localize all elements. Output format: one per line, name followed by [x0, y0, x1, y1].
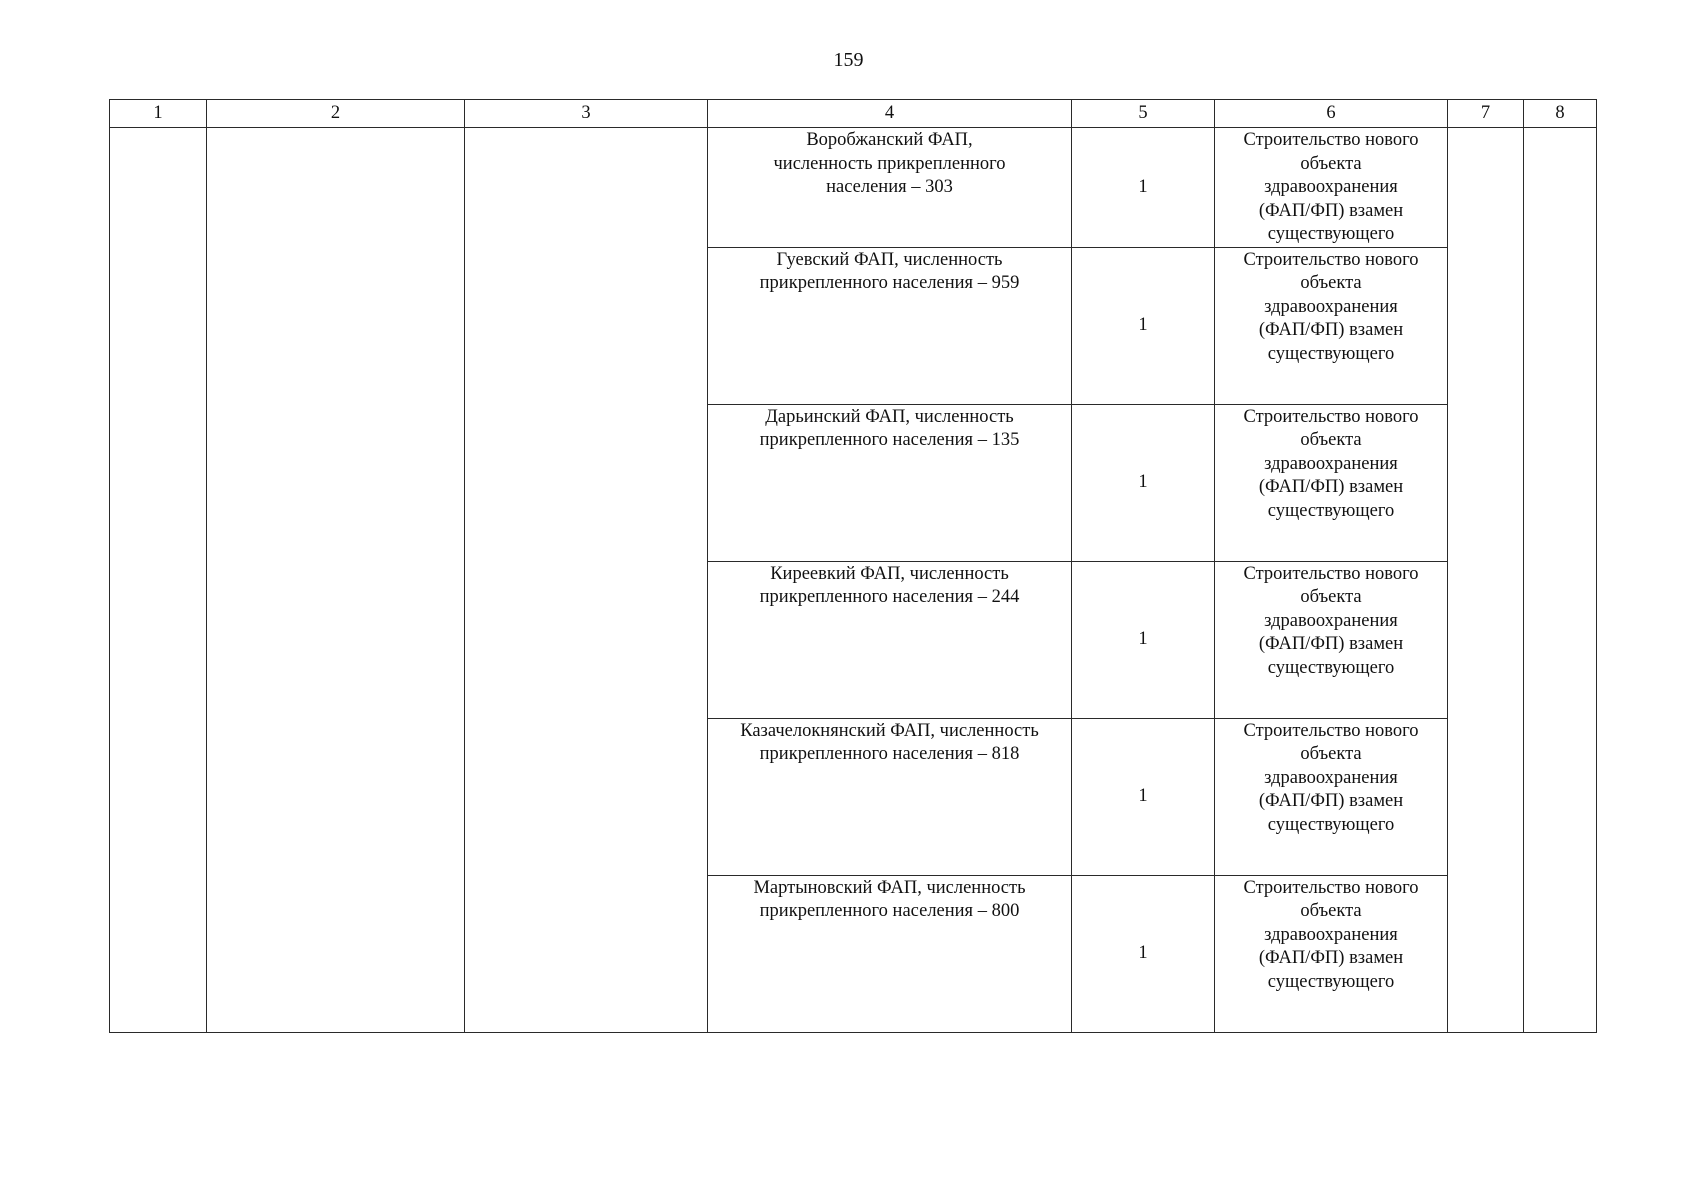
count-cell: [1072, 128, 1215, 248]
column-header: 6: [1215, 100, 1448, 128]
facility-name-cell: [708, 404, 1072, 561]
facility-count: 1: [1138, 785, 1148, 806]
column-number-row: [110, 100, 1597, 128]
action-description: Строительство нового объекта здравоохранения (ФАП/ФП) взамен существующего: [1243, 406, 1419, 521]
count-cell: [1072, 561, 1215, 718]
empty-cell-col2: [207, 128, 465, 1033]
facility-count: 1: [1138, 471, 1148, 492]
facility-name: Воробжанский ФАП, численность прикрепленного населения – 303: [773, 130, 1006, 197]
action-description: Строительство нового объекта здравоохранения (ФАП/ФП) взамен существующего: [1243, 720, 1419, 835]
action-cell: [1215, 718, 1448, 875]
facility-name: Казачелокнянский ФАП, численность прикрепленного населения – 818: [740, 720, 1039, 764]
column-header: 1: [110, 100, 207, 128]
page-number: 159: [833, 49, 864, 71]
action-cell: [1215, 247, 1448, 404]
count-cell: [1072, 718, 1215, 875]
action-cell: [1215, 561, 1448, 718]
count-cell: [1072, 247, 1215, 404]
facility-count: 1: [1138, 628, 1148, 649]
table-row: [110, 128, 1597, 248]
column-header: 4: [708, 100, 1072, 128]
facility-count: 1: [1138, 314, 1148, 335]
empty-cell-col8: [1524, 128, 1597, 1033]
empty-cell-col1: [110, 128, 207, 1033]
facility-name: Мартыновский ФАП, численность прикрепленного населения – 800: [753, 877, 1026, 921]
facility-count: 1: [1138, 942, 1148, 963]
empty-cell-col7: [1448, 128, 1524, 1033]
count-cell: [1072, 875, 1215, 1032]
action-description: Строительство нового объекта здравоохранения (ФАП/ФП) взамен существующего: [1243, 563, 1419, 678]
column-header: 5: [1072, 100, 1215, 128]
facility-count: 1: [1138, 176, 1148, 197]
empty-cell-col3: [465, 128, 708, 1033]
facility-name: Дарьинский ФАП, численность прикрепленного населения – 135: [759, 406, 1020, 450]
facility-name: Киреевкий ФАП, численность прикрепленного населения – 244: [759, 563, 1020, 607]
column-header: 8: [1524, 100, 1597, 128]
action-description: Строительство нового объекта здравоохранения (ФАП/ФП) взамен существующего: [1243, 249, 1419, 364]
facility-name-cell: [708, 247, 1072, 404]
action-description: Строительство нового объекта здравоохранения (ФАП/ФП) взамен существующего: [1243, 130, 1419, 244]
document-table: [109, 99, 1597, 1033]
column-header: 7: [1448, 100, 1524, 128]
action-description: Строительство нового объекта здравоохранения (ФАП/ФП) взамен существующего: [1243, 877, 1419, 992]
facility-name-cell: [708, 718, 1072, 875]
facility-name-cell: [708, 875, 1072, 1032]
action-cell: [1215, 128, 1448, 248]
column-header: 3: [465, 100, 708, 128]
count-cell: [1072, 404, 1215, 561]
facility-name-cell: [708, 561, 1072, 718]
facility-name-cell: [708, 128, 1072, 248]
action-cell: [1215, 404, 1448, 561]
action-cell: [1215, 875, 1448, 1032]
column-header: 2: [207, 100, 465, 128]
facility-name: Гуевский ФАП, численность прикрепленного населения – 959: [759, 249, 1020, 293]
